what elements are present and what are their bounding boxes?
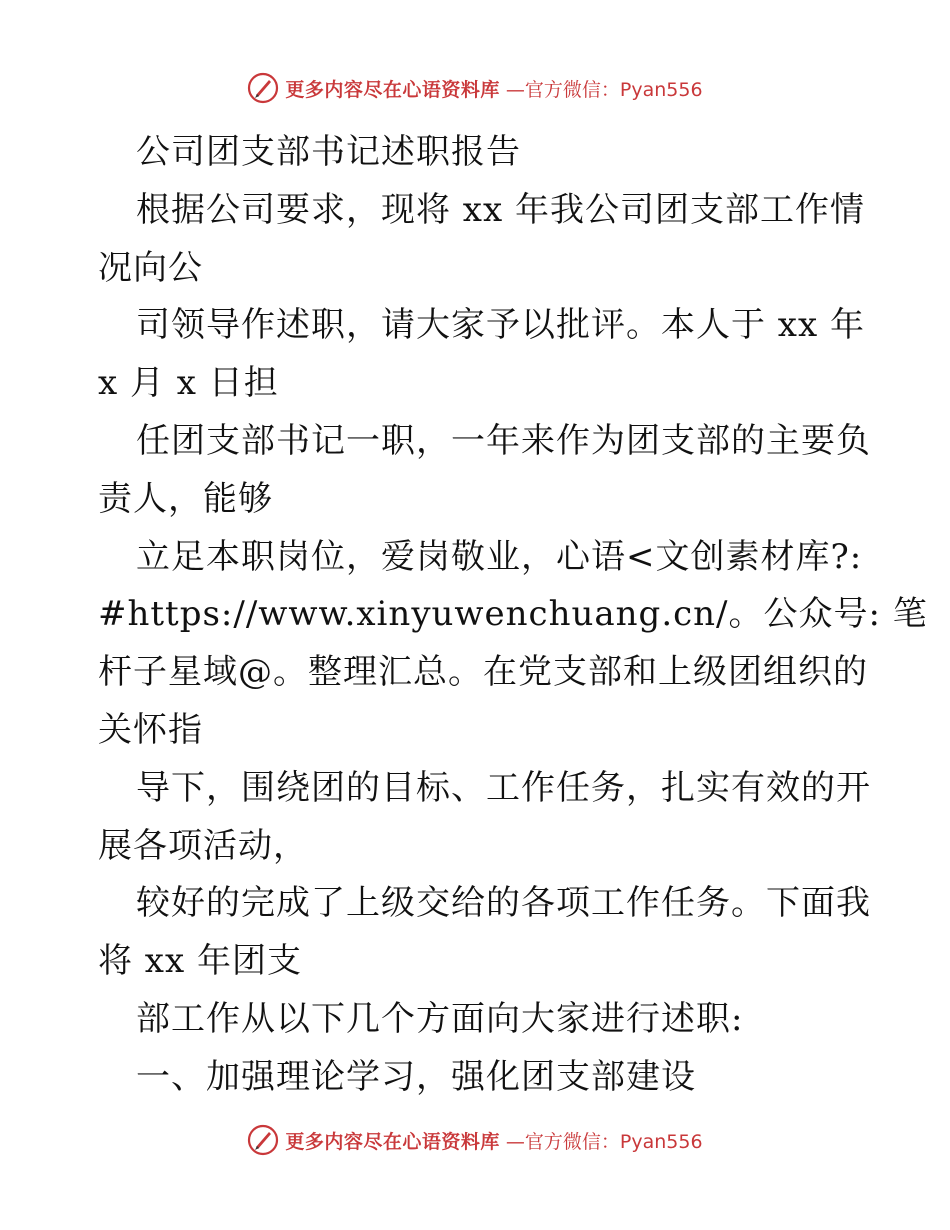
quill-pen-logo-icon [247, 1124, 279, 1156]
text-line: 任团支部书记一职，一年来作为团支部的主要负 [136, 420, 871, 461]
text-line: 较好的完成了上级交给的各项工作任务。下面我 [136, 883, 871, 924]
text-line: #https://www.xinyuwenchuang.cn/。公众号: 笔 [98, 594, 928, 635]
banner-contact-text: —官方微信：Pyan556 [505, 78, 703, 101]
text-line: 立足本职岗位，爱岗敬业，心语<文创素材库?: [136, 536, 863, 577]
footer-watermark-banner [0, 1124, 950, 1156]
text-line: 责人，能够 [98, 478, 273, 519]
banner-main-text: 更多内容尽在心语资料库 [285, 1130, 500, 1153]
text-line: 将 xx 年团支 [98, 941, 302, 982]
header-watermark-banner [0, 72, 950, 104]
text-line: 一、加强理论学习，强化团支部建设 [136, 1056, 696, 1097]
text-line: 部工作从以下几个方面向大家进行述职: [136, 998, 744, 1039]
text-line: 展各项活动， [98, 825, 308, 866]
document-body [98, 124, 928, 1107]
quill-pen-logo-icon [247, 72, 279, 104]
text-line: 况向公 [98, 247, 203, 288]
text-line: 导下，围绕团的目标、工作任务，扎实有效的开 [136, 767, 871, 808]
text-line: 关怀指 [98, 709, 203, 750]
banner-main-text: 更多内容尽在心语资料库 [285, 78, 500, 101]
text-line: 杆子星域@。整理汇总。在党支部和上级团组织的 [98, 652, 868, 693]
banner-contact-text: —官方微信：Pyan556 [505, 1130, 703, 1153]
text-line: 根据公司要求，现将 xx 年我公司团支部工作情 [136, 189, 865, 230]
text-line: 司领导作述职，请大家予以批评。本人于 xx 年 [136, 305, 865, 346]
text-line: x 月 x 日担 [98, 363, 279, 404]
text-line: 公司团支部书记述职报告 [136, 132, 521, 172]
